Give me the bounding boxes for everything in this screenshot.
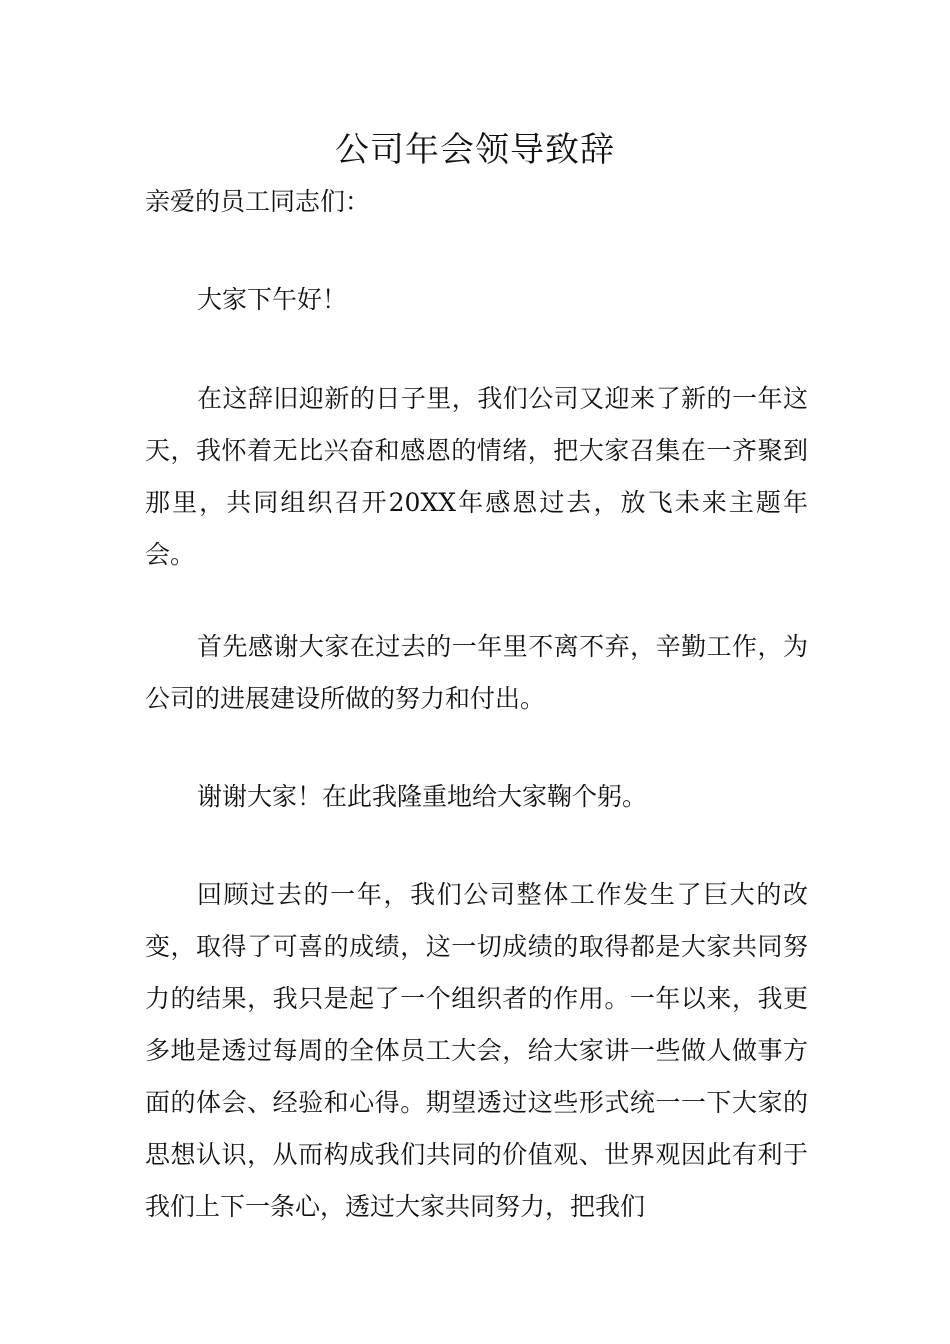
paragraph-new-year-meeting: 在这辞旧迎新的日子里，我们公司又迎来了新的一年这天，我怀着无比兴奋和感恩的情绪，把大家召集在一齐聚到那里，共同组织召开20XX年感恩过去，放飞未来主题年会。 [145,384,808,569]
paragraph-greeting: 大家下午好！ [197,285,348,314]
paragraph-bow: 谢谢大家！在此我隆重地给大家鞠个躬。 [197,782,648,811]
paragraph-thanks: 首先感谢大家在过去的一年里不离不弃，辛勤工作，为公司的进展建设所做的努力和付出。 [145,632,808,713]
document-title: 公司年会领导致辞 [335,130,615,170]
paragraph-review: 回顾过去的一年，我们公司整体工作发生了巨大的改变，取得了可喜的成绩，这一切成绩的取得都是大家共同努力的结果，我只是起了一个组织者的作用。一年以来，我更多地是透过每周的全体员工大会，给大家讲一些做人做事方面的体会、经验和心得。期望透过这些形式统一一下大家的思想认识，从而构成我们共同的价值观、世界观因此有利于我们上下一条心，透过大家共同努力，把我们 [145,880,808,1221]
salutation: 亲爱的员工同志们： [145,187,371,216]
